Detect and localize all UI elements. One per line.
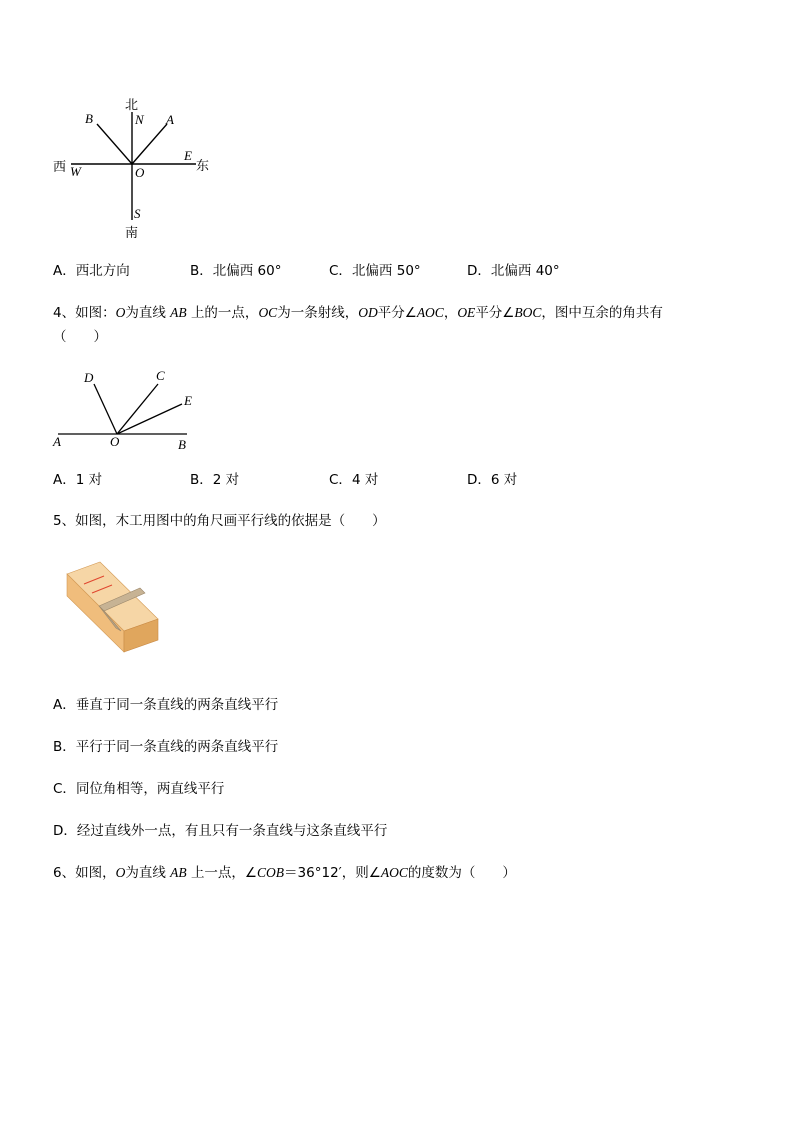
angle-d-label: D [84,370,94,385]
angle-figure [50,365,200,455]
q4-option-a[interactable]: A．1 对 [53,472,103,488]
q5-stem: 5、如图，木工用图中的角尺画平行线的依据是（ ） [53,513,386,529]
q5-option-c[interactable]: C．同位角相等，两直线平行 [53,781,225,797]
q4-option-d[interactable]: D．6 对 [467,472,518,488]
q6-stem: 6、如图，O为直线 AB 上一点，∠COB＝36°12′，则∠AOC的度数为（ ） [53,865,516,881]
compass-north-label: 北 [125,97,139,112]
compass-s-label: S [134,206,141,221]
angle-b-label: B [178,437,186,452]
angle-ray-oc [117,384,158,434]
angle-c-label: C [156,368,165,383]
compass-west-label: 西 [53,159,67,174]
angle-a-label: A [53,434,61,449]
compass-ray-ob [97,124,132,164]
angle-e-label: E [184,393,192,408]
angle-ray-oe [117,404,182,434]
angle-ray-od [94,384,117,434]
angle-o-label: O [110,434,120,449]
compass-figure [48,95,218,245]
q4-option-c[interactable]: C．4 对 [329,472,379,488]
compass-e-label: E [184,148,192,163]
q3-option-b[interactable]: B．北偏西 60° [190,263,282,279]
q3-option-c[interactable]: C．北偏西 50° [329,263,421,279]
q5-option-b[interactable]: B．平行于同一条直线的两条直线平行 [53,739,279,755]
compass-w-label: W [70,164,81,179]
compass-south-label: 南 [125,225,139,240]
compass-b-label: B [85,111,93,126]
compass-ray-oa [132,124,167,164]
compass-o-label: O [135,165,145,180]
q5-option-a[interactable]: A．垂直于同一条直线的两条直线平行 [53,697,279,713]
q5-option-d[interactable]: D．经过直线外一点，有且只有一条直线与这条直线平行 [53,823,388,839]
compass-east-label: 东 [196,158,210,173]
q4-stem: 4、如图：O为直线 AB 上的一点，OC为一条射线，OD平分∠AOC，OE平分∠BOC，图中互余的角共有 [53,305,663,321]
q4-stem-line2: （ ） [53,329,107,345]
q4-option-b[interactable]: B．2 对 [190,472,240,488]
q3-option-a[interactable]: A．西北方向 [53,263,130,279]
compass-n-label: N [135,112,144,127]
q3-option-d[interactable]: D．北偏西 40° [467,263,560,279]
compass-a-label: A [166,112,174,127]
wood-block-figure [62,558,164,656]
